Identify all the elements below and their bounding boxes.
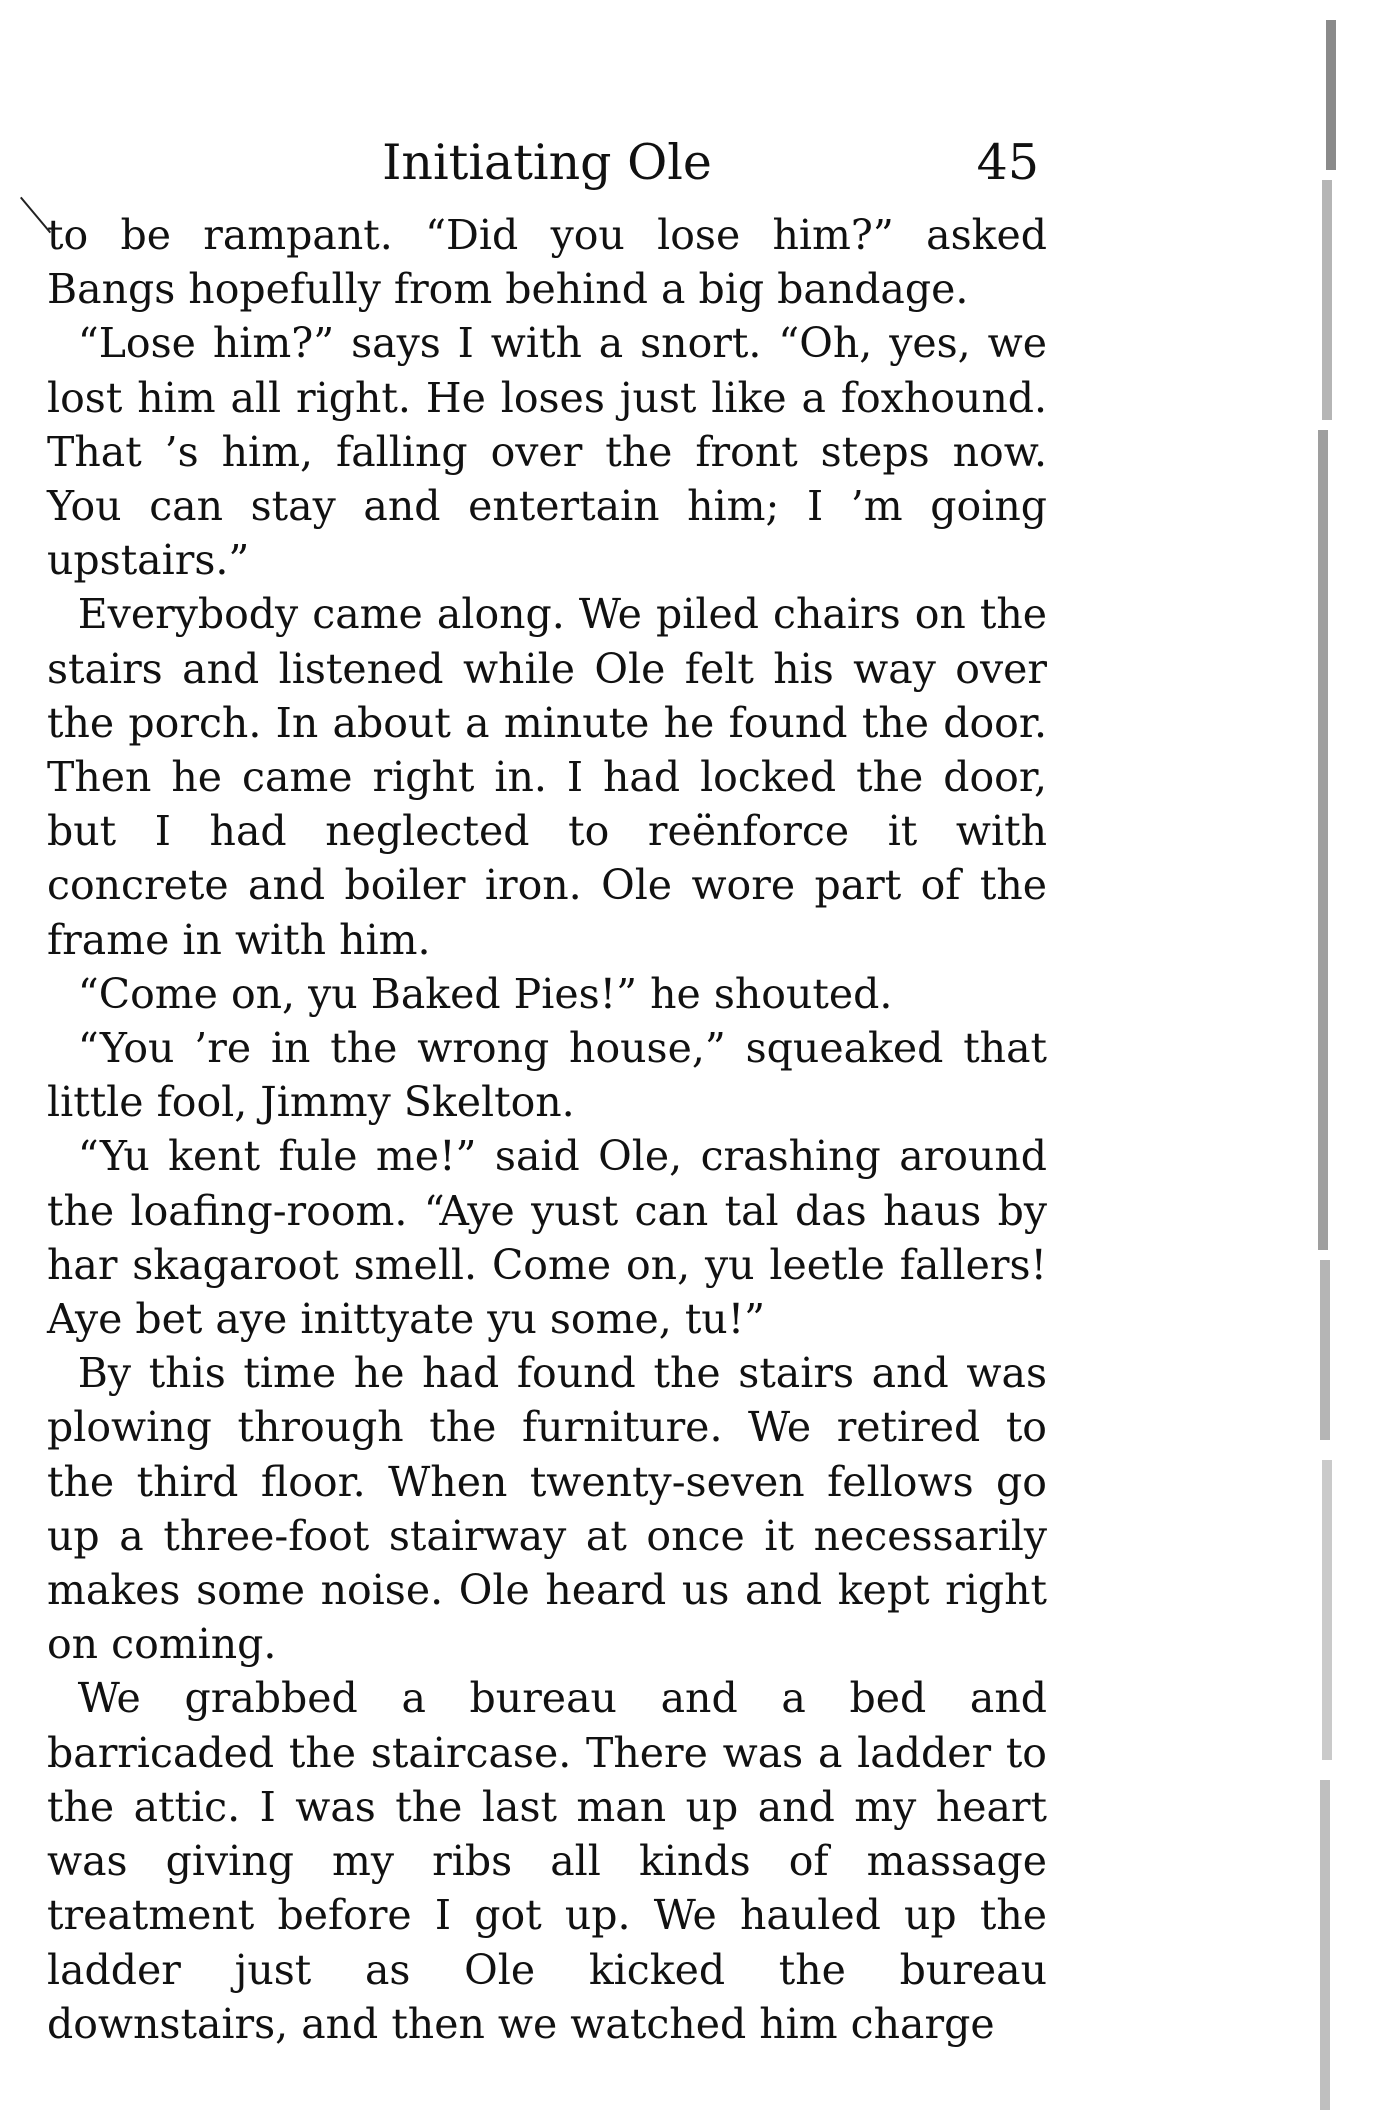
scan-binding-edge [1316, 0, 1338, 2119]
paragraph: We grabbed a bureau and a bed and barricaded the staircase. There was a ladder to the attic. I was the last man up and my heart was giving my ribs all kinds of massage treatment before I got up. We hauled up the ladder just as Ole kicked the bureau downstairs, and then we watched him charge [47, 1674, 1047, 2048]
running-title: Initiating Ole [382, 134, 712, 191]
paragraph: “Lose him?” says I with a snort. “Oh, yes, we lost him all right. He loses just like a foxhound. That ’s him, falling over the front steps now. You can stay and entertain him; I ’m going upstairs.” [47, 319, 1047, 585]
paragraph: “Come on, yu Baked Pies!” he shouted. [77, 969, 893, 1018]
paragraph: By this time he had found the stairs and was plowing through the furniture. We retired to the third floor. When twenty-seven fellows go up a three-foot stairway at once it necessarily makes some noise. Ole heard us and kept right on coming. [47, 1349, 1047, 1669]
paragraph: “You ’re in the wrong house,” squeaked that little fool, Jimmy Skelton. [47, 1024, 1047, 1127]
paragraph: to be rampant. “Did you lose him?” asked Bangs hopefully from behind a big bandage. [47, 211, 1047, 314]
page-number: 45 [976, 134, 1039, 191]
body-text [47, 208, 1047, 2051]
running-head [47, 128, 1047, 198]
paragraph: “Yu kent fule me!” said Ole, crashing around the loafing-room. “Aye yust can tal das haus by har skagaroot smell. Come on, yu leetle fallers! Aye bet aye inittyate yu some, tu!” [47, 1132, 1047, 1344]
paragraph: Everybody came along. We piled chairs on the stairs and listened while Ole felt his way over the porch. In about a minute he found the door. Then he came right in. I had locked the door, but I had neglected to reënforce it with concrete and boiler iron. Ole wore part of the frame in with him. [47, 590, 1047, 964]
